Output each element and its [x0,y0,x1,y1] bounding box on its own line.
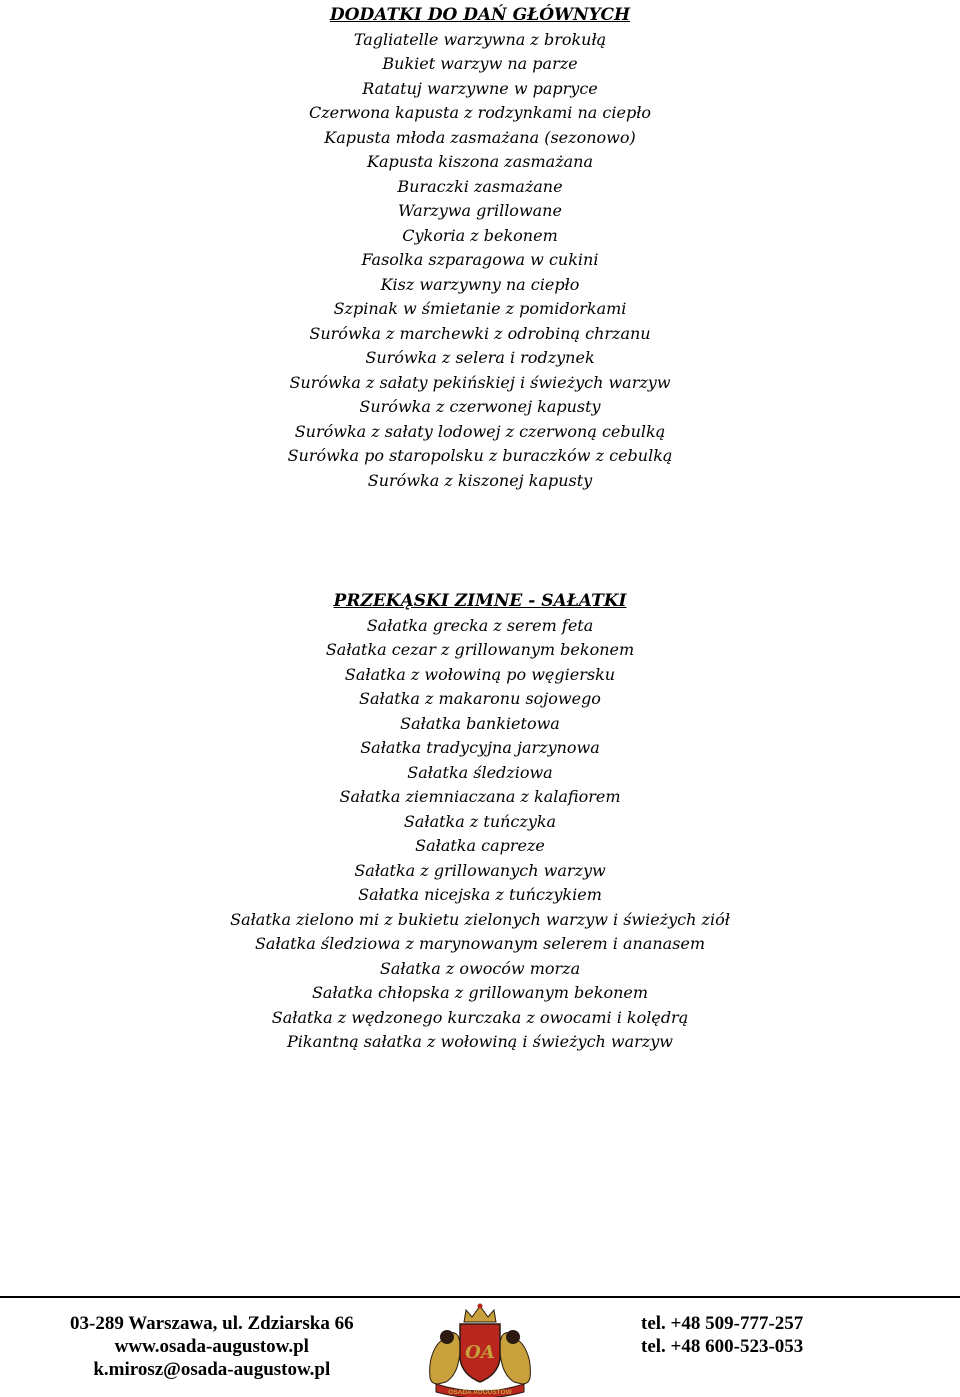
footer [0,1296,960,1397]
section-heading: DODATKI DO DAŃ GŁÓWNYCH [329,5,631,25]
menu-item: Sałatka śledziowa [407,762,553,782]
menu-item: Sałatka chłopska z grillowanym bekonem [311,983,649,1002]
menu-item: Sałatka bankietowa [400,713,560,733]
menu-item: Surówka z sałaty pekińskiej i świeżych warzyw [289,372,671,392]
menu-item: Surówka z kiszonej kapusty [367,470,593,490]
section-cold-appetizers [0,589,960,1055]
footer-contact-left [70,1312,354,1381]
menu-item: Sałatka grecka z serem feta [366,615,594,635]
menu-item: Surówka z marchewki z odrobiną chrzanu [309,323,651,343]
menu-item: Kisz warzywny na ciepło [380,274,580,294]
menu-item: Sałatka cezar z grillowanym bekonem [325,640,635,659]
footer-website-link[interactable]: www.osada-augustow.pl [114,1336,309,1357]
menu-item: Sałatka śledziowa z marynowanym selerem i ananasem [254,934,706,953]
menu-item: Sałatka z grillowanych warzyw [354,860,606,880]
menu-item: Warzywa grillowane [398,201,562,220]
menu-item: Sałatka tradycyjna jarzynowa [360,738,600,757]
menu-item: Bukiet warzyw na parze [382,54,578,73]
osada-augustow-logo-icon [420,1300,540,1397]
svg-text:OA: OA [465,1342,495,1363]
footer-email-link[interactable]: k.mirosz@osada-augustow.pl [93,1359,331,1380]
menu-item: Surówka po staropolsku z buraczków z cebulką [287,446,673,465]
menu-item: Kapusta młoda zasmażana (sezonowo) [324,127,636,147]
menu-item: Surówka z czerwonej kapusty [359,397,601,416]
menu-item: Sałatka z wędzonego kurczaka z owocami i kolędrą [271,1007,689,1027]
menu-item: Sałatka z wołowiną po węgiersku [344,664,616,684]
menu-item: Fasolka szparagowa w cukini [361,250,599,269]
menu-item: Szpinak w śmietanie z pomidorkami [333,299,627,318]
menu-item: Sałatka z tuńczyka [403,811,557,831]
menu-item: Surówka z selera i rodzynek [365,348,595,367]
menu-item: Ratatuj warzywne w papryce [362,78,598,98]
menu-list [0,28,960,494]
menu-item: Sałatka z owoców morza [379,958,581,978]
footer-contact-right [641,1312,803,1358]
menu-item: Sałatka z makaronu sojowego [359,689,601,708]
footer-address: 03-289 Warszawa, ul. Zdziarska 66 [70,1313,354,1334]
menu-item: Sałatka zielono mi z bukietu zielonych warzyw i świeżych ziół [230,909,730,929]
svg-text:OSADA AUGUSTÓW: OSADA AUGUSTÓW [448,1389,512,1396]
menu-item: Cykoria z bekonem [402,225,558,245]
footer-phone-2[interactable]: tel. +48 600-523-053 [641,1336,804,1357]
footer-phone-1[interactable]: tel. +48 509-777-257 [641,1313,804,1334]
menu-item: Sałatka ziemniaczana z kalafiorem [339,787,621,806]
menu-item: Pikantną sałatka z wołowiną i świeżych warzyw [287,1032,673,1051]
menu-item: Czerwona kapusta z rodzynkami na ciepło [308,103,652,122]
menu-item: Sałatka nicejska z tuńczykiem [358,885,602,904]
menu-item: Buraczki zasmażane [397,176,563,196]
footer-divider [0,1296,960,1298]
menu-item: Tagliatelle warzywna z brokułą [353,29,607,49]
menu-item: Kapusta kiszona zasmażana [366,152,594,171]
menu-item: Sałatka capreze [415,836,545,855]
section-heading: PRZEKĄSKI ZIMNE - SAŁATKI [333,591,627,611]
section-side-dishes [0,3,960,493]
menu-item: Surówka z sałaty lodowej z czerwoną cebulką [294,421,666,441]
menu-list [0,614,960,1055]
